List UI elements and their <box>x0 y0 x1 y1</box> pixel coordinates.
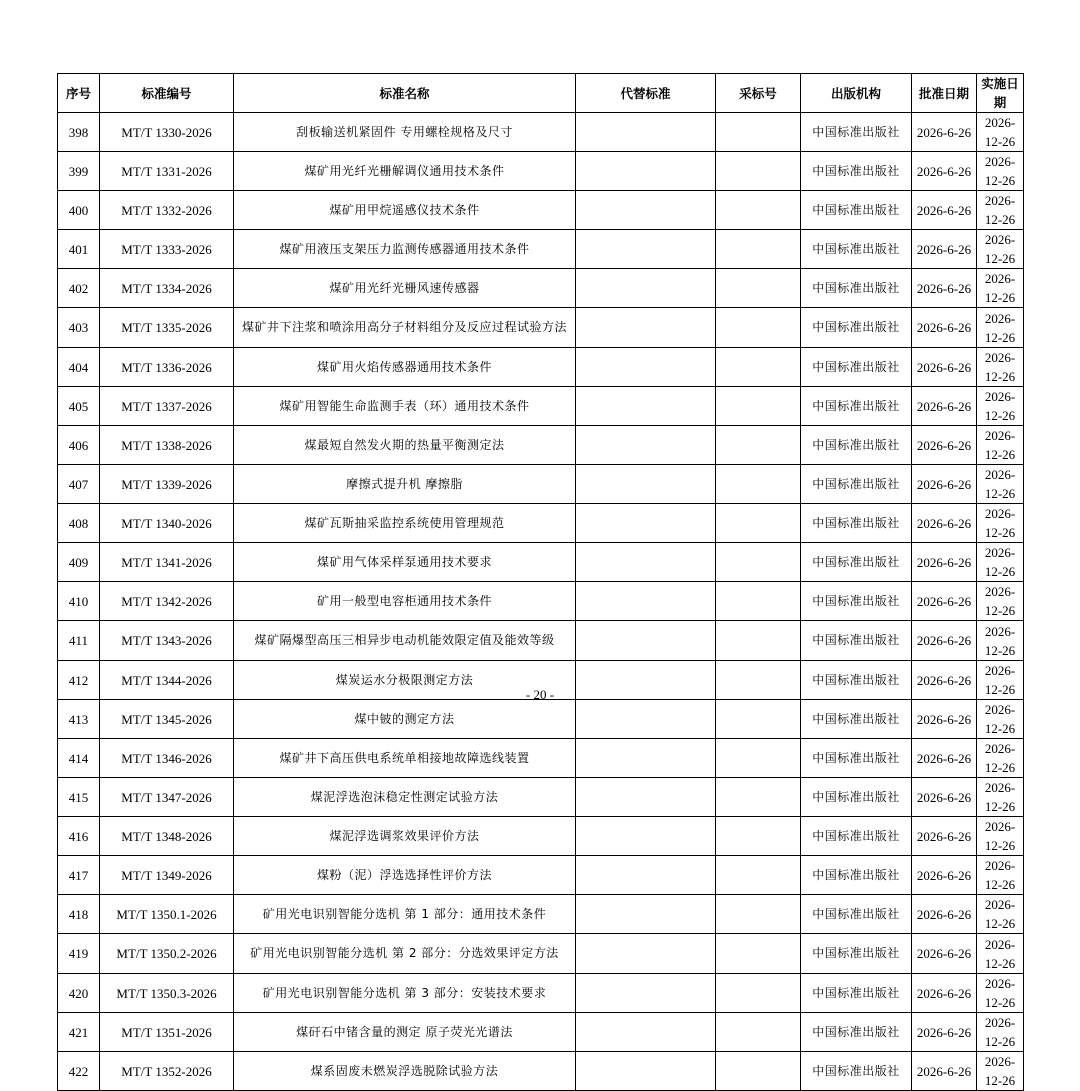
cell-name: 煤矿用甲烷遥感仪技术条件 <box>234 191 576 230</box>
header-implement-date: 实施日期 <box>977 74 1024 113</box>
cell-approve-date: 2026-6-26 <box>912 504 977 543</box>
cell-replace <box>576 778 716 817</box>
cell-adopt <box>716 504 801 543</box>
cell-adopt <box>716 582 801 621</box>
cell-code: MT/T 1351-2026 <box>100 1013 234 1052</box>
cell-approve-date: 2026-6-26 <box>912 230 977 269</box>
cell-implement-date: 2026-12-26 <box>977 543 1024 582</box>
cell-approve-date: 2026-6-26 <box>912 934 977 974</box>
cell-implement-date: 2026-12-26 <box>977 582 1024 621</box>
cell-seq: 417 <box>58 856 100 895</box>
cell-replace <box>576 269 716 308</box>
table-row <box>58 387 1024 426</box>
table-body <box>58 113 1024 1091</box>
cell-adopt <box>716 934 801 974</box>
cell-name: 煤最短自然发火期的热量平衡测定法 <box>234 426 576 465</box>
cell-adopt <box>716 543 801 582</box>
table-row <box>58 974 1024 1013</box>
cell-implement-date: 2026-12-26 <box>977 621 1024 661</box>
cell-adopt <box>716 1052 801 1091</box>
cell-replace <box>576 895 716 934</box>
cell-code: MT/T 1348-2026 <box>100 817 234 856</box>
cell-approve-date: 2026-6-26 <box>912 739 977 778</box>
cell-implement-date: 2026-12-26 <box>977 113 1024 152</box>
cell-publisher: 中国标准出版社 <box>801 152 912 191</box>
table-row <box>58 152 1024 191</box>
cell-publisher: 中国标准出版社 <box>801 739 912 778</box>
cell-name: 煤系固废未燃炭浮选脱除试验方法 <box>234 1052 576 1091</box>
table-row <box>58 465 1024 504</box>
cell-approve-date: 2026-6-26 <box>912 817 977 856</box>
cell-seq: 403 <box>58 308 100 348</box>
cell-code: MT/T 1338-2026 <box>100 426 234 465</box>
cell-seq: 408 <box>58 504 100 543</box>
cell-approve-date: 2026-6-26 <box>912 974 977 1013</box>
cell-name: 煤矸石中锗含量的测定 原子荧光光谱法 <box>234 1013 576 1052</box>
cell-replace <box>576 974 716 1013</box>
table-row <box>58 191 1024 230</box>
cell-approve-date: 2026-6-26 <box>912 1013 977 1052</box>
cell-replace <box>576 230 716 269</box>
cell-adopt <box>716 230 801 269</box>
cell-approve-date: 2026-6-26 <box>912 152 977 191</box>
cell-seq: 421 <box>58 1013 100 1052</box>
header-seq: 序号 <box>58 74 100 113</box>
table-row <box>58 426 1024 465</box>
cell-seq: 419 <box>58 934 100 974</box>
cell-code: MT/T 1335-2026 <box>100 308 234 348</box>
cell-adopt <box>716 348 801 387</box>
cell-name: 煤矿用火焰传感器通用技术条件 <box>234 348 576 387</box>
cell-implement-date: 2026-12-26 <box>977 739 1024 778</box>
cell-name: 矿用光电识别智能分选机 第 2 部分：分选效果评定方法 <box>234 934 576 974</box>
cell-implement-date: 2026-12-26 <box>977 1052 1024 1091</box>
cell-approve-date: 2026-6-26 <box>912 465 977 504</box>
table-row <box>58 1013 1024 1052</box>
cell-seq: 416 <box>58 817 100 856</box>
cell-replace <box>576 308 716 348</box>
cell-replace <box>576 817 716 856</box>
header-code: 标准编号 <box>100 74 234 113</box>
cell-adopt <box>716 778 801 817</box>
cell-name: 煤矿用智能生命监测手表（环）通用技术条件 <box>234 387 576 426</box>
cell-code: MT/T 1334-2026 <box>100 269 234 308</box>
cell-seq: 407 <box>58 465 100 504</box>
cell-adopt <box>716 152 801 191</box>
table-row <box>58 934 1024 974</box>
cell-adopt <box>716 191 801 230</box>
cell-implement-date: 2026-12-26 <box>977 269 1024 308</box>
cell-publisher: 中国标准出版社 <box>801 426 912 465</box>
cell-publisher: 中国标准出版社 <box>801 700 912 739</box>
cell-name: 煤泥浮选泡沫稳定性测定试验方法 <box>234 778 576 817</box>
cell-name: 煤中铍的测定方法 <box>234 700 576 739</box>
cell-seq: 405 <box>58 387 100 426</box>
cell-seq: 412 <box>58 661 100 700</box>
cell-approve-date: 2026-6-26 <box>912 426 977 465</box>
cell-adopt <box>716 113 801 152</box>
cell-replace <box>576 700 716 739</box>
cell-seq: 409 <box>58 543 100 582</box>
cell-replace <box>576 113 716 152</box>
cell-replace <box>576 465 716 504</box>
cell-implement-date: 2026-12-26 <box>977 661 1024 700</box>
cell-name: 煤炭运水分极限测定方法 <box>234 661 576 700</box>
page-number: - 20 - <box>525 687 555 702</box>
cell-approve-date: 2026-6-26 <box>912 348 977 387</box>
cell-approve-date: 2026-6-26 <box>912 191 977 230</box>
cell-code: MT/T 1352-2026 <box>100 1052 234 1091</box>
cell-seq: 418 <box>58 895 100 934</box>
cell-replace <box>576 582 716 621</box>
table-row <box>58 543 1024 582</box>
cell-approve-date: 2026-6-26 <box>912 895 977 934</box>
cell-code: MT/T 1349-2026 <box>100 856 234 895</box>
cell-adopt <box>716 621 801 661</box>
cell-name: 煤矿用气体采样泵通用技术要求 <box>234 543 576 582</box>
cell-implement-date: 2026-12-26 <box>977 191 1024 230</box>
cell-publisher: 中国标准出版社 <box>801 974 912 1013</box>
cell-name: 刮板输送机紧固件 专用螺栓规格及尺寸 <box>234 113 576 152</box>
cell-replace <box>576 504 716 543</box>
table-row <box>58 700 1024 739</box>
cell-publisher: 中国标准出版社 <box>801 504 912 543</box>
cell-implement-date: 2026-12-26 <box>977 817 1024 856</box>
cell-replace <box>576 152 716 191</box>
cell-code: MT/T 1333-2026 <box>100 230 234 269</box>
cell-publisher: 中国标准出版社 <box>801 1052 912 1091</box>
cell-implement-date: 2026-12-26 <box>977 308 1024 348</box>
cell-publisher: 中国标准出版社 <box>801 387 912 426</box>
cell-publisher: 中国标准出版社 <box>801 348 912 387</box>
cell-seq: 422 <box>58 1052 100 1091</box>
cell-approve-date: 2026-6-26 <box>912 1052 977 1091</box>
table-row <box>58 308 1024 348</box>
cell-code: MT/T 1332-2026 <box>100 191 234 230</box>
cell-replace <box>576 191 716 230</box>
cell-code: MT/T 1330-2026 <box>100 113 234 152</box>
cell-approve-date: 2026-6-26 <box>912 582 977 621</box>
cell-code: MT/T 1336-2026 <box>100 348 234 387</box>
cell-seq: 399 <box>58 152 100 191</box>
cell-code: MT/T 1343-2026 <box>100 621 234 661</box>
table-row <box>58 621 1024 661</box>
cell-code: MT/T 1350.1-2026 <box>100 895 234 934</box>
cell-adopt <box>716 1013 801 1052</box>
cell-seq: 404 <box>58 348 100 387</box>
cell-publisher: 中国标准出版社 <box>801 191 912 230</box>
cell-seq: 398 <box>58 113 100 152</box>
cell-approve-date: 2026-6-26 <box>912 543 977 582</box>
cell-publisher: 中国标准出版社 <box>801 230 912 269</box>
cell-name: 煤矿用液压支架压力监测传感器通用技术条件 <box>234 230 576 269</box>
cell-adopt <box>716 269 801 308</box>
cell-seq: 414 <box>58 739 100 778</box>
cell-publisher: 中国标准出版社 <box>801 308 912 348</box>
cell-name: 煤矿井下高压供电系统单相接地故障选线装置 <box>234 739 576 778</box>
cell-implement-date: 2026-12-26 <box>977 856 1024 895</box>
cell-replace <box>576 348 716 387</box>
table-row <box>58 856 1024 895</box>
cell-replace <box>576 1013 716 1052</box>
table-header-row <box>58 74 1024 113</box>
cell-name: 矿用光电识别智能分选机 第 3 部分：安装技术要求 <box>234 974 576 1013</box>
cell-publisher: 中国标准出版社 <box>801 817 912 856</box>
cell-name: 煤粉（泥）浮选选择性评价方法 <box>234 856 576 895</box>
cell-approve-date: 2026-6-26 <box>912 856 977 895</box>
table-row <box>58 504 1024 543</box>
cell-name: 摩擦式提升机 摩擦脂 <box>234 465 576 504</box>
cell-seq: 411 <box>58 621 100 661</box>
header-approve-date: 批准日期 <box>912 74 977 113</box>
cell-publisher: 中国标准出版社 <box>801 661 912 700</box>
cell-publisher: 中国标准出版社 <box>801 543 912 582</box>
cell-code: MT/T 1350.3-2026 <box>100 974 234 1013</box>
cell-seq: 401 <box>58 230 100 269</box>
cell-approve-date: 2026-6-26 <box>912 269 977 308</box>
header-replace: 代替标准 <box>576 74 716 113</box>
table-row <box>58 582 1024 621</box>
table-row <box>58 817 1024 856</box>
cell-implement-date: 2026-12-26 <box>977 230 1024 269</box>
cell-publisher: 中国标准出版社 <box>801 582 912 621</box>
cell-replace <box>576 934 716 974</box>
cell-publisher: 中国标准出版社 <box>801 895 912 934</box>
cell-code: MT/T 1345-2026 <box>100 700 234 739</box>
cell-seq: 410 <box>58 582 100 621</box>
cell-code: MT/T 1341-2026 <box>100 543 234 582</box>
cell-seq: 413 <box>58 700 100 739</box>
cell-adopt <box>716 387 801 426</box>
cell-publisher: 中国标准出版社 <box>801 269 912 308</box>
cell-seq: 402 <box>58 269 100 308</box>
cell-replace <box>576 426 716 465</box>
cell-approve-date: 2026-6-26 <box>912 308 977 348</box>
cell-approve-date: 2026-6-26 <box>912 778 977 817</box>
cell-code: MT/T 1337-2026 <box>100 387 234 426</box>
cell-implement-date: 2026-12-26 <box>977 152 1024 191</box>
cell-publisher: 中国标准出版社 <box>801 621 912 661</box>
cell-approve-date: 2026-6-26 <box>912 387 977 426</box>
cell-replace <box>576 739 716 778</box>
cell-publisher: 中国标准出版社 <box>801 856 912 895</box>
cell-name: 煤矿用光纤光栅风速传感器 <box>234 269 576 308</box>
cell-replace <box>576 1052 716 1091</box>
cell-publisher: 中国标准出版社 <box>801 778 912 817</box>
header-name: 标准名称 <box>234 74 576 113</box>
cell-name: 煤矿井下注浆和喷涂用高分子材料组分及反应过程试验方法 <box>234 308 576 348</box>
cell-replace <box>576 856 716 895</box>
table-row <box>58 113 1024 152</box>
cell-adopt <box>716 895 801 934</box>
cell-name: 矿用光电识别智能分选机 第 1 部分：通用技术条件 <box>234 895 576 934</box>
cell-replace <box>576 387 716 426</box>
cell-name: 煤矿瓦斯抽采监控系统使用管理规范 <box>234 504 576 543</box>
cell-adopt <box>716 426 801 465</box>
cell-implement-date: 2026-12-26 <box>977 426 1024 465</box>
cell-implement-date: 2026-12-26 <box>977 387 1024 426</box>
cell-publisher: 中国标准出版社 <box>801 113 912 152</box>
standards-table <box>57 73 1024 1091</box>
cell-implement-date: 2026-12-26 <box>977 778 1024 817</box>
cell-code: MT/T 1339-2026 <box>100 465 234 504</box>
cell-code: MT/T 1346-2026 <box>100 739 234 778</box>
cell-approve-date: 2026-6-26 <box>912 113 977 152</box>
cell-adopt <box>716 700 801 739</box>
cell-code: MT/T 1331-2026 <box>100 152 234 191</box>
cell-implement-date: 2026-12-26 <box>977 895 1024 934</box>
cell-name: 煤矿隔爆型高压三相异步电动机能效限定值及能效等级 <box>234 621 576 661</box>
cell-publisher: 中国标准出版社 <box>801 934 912 974</box>
cell-seq: 420 <box>58 974 100 1013</box>
table-row <box>58 269 1024 308</box>
table-row <box>58 739 1024 778</box>
cell-adopt <box>716 739 801 778</box>
cell-publisher: 中国标准出版社 <box>801 465 912 504</box>
cell-implement-date: 2026-12-26 <box>977 700 1024 739</box>
cell-implement-date: 2026-12-26 <box>977 348 1024 387</box>
cell-code: MT/T 1347-2026 <box>100 778 234 817</box>
cell-adopt <box>716 974 801 1013</box>
cell-approve-date: 2026-6-26 <box>912 661 977 700</box>
cell-adopt <box>716 817 801 856</box>
cell-code: MT/T 1350.2-2026 <box>100 934 234 974</box>
cell-implement-date: 2026-12-26 <box>977 934 1024 974</box>
header-adopt: 采标号 <box>716 74 801 113</box>
table-row <box>58 895 1024 934</box>
cell-implement-date: 2026-12-26 <box>977 974 1024 1013</box>
cell-implement-date: 2026-12-26 <box>977 1013 1024 1052</box>
cell-replace <box>576 621 716 661</box>
cell-adopt <box>716 465 801 504</box>
cell-approve-date: 2026-6-26 <box>912 700 977 739</box>
header-publisher: 出版机构 <box>801 74 912 113</box>
cell-name: 煤矿用光纤光栅解调仪通用技术条件 <box>234 152 576 191</box>
cell-code: MT/T 1344-2026 <box>100 661 234 700</box>
cell-code: MT/T 1340-2026 <box>100 504 234 543</box>
cell-seq: 400 <box>58 191 100 230</box>
cell-publisher: 中国标准出版社 <box>801 1013 912 1052</box>
cell-replace <box>576 543 716 582</box>
cell-implement-date: 2026-12-26 <box>977 504 1024 543</box>
cell-adopt <box>716 308 801 348</box>
table-row <box>58 778 1024 817</box>
cell-code: MT/T 1342-2026 <box>100 582 234 621</box>
cell-approve-date: 2026-6-26 <box>912 621 977 661</box>
cell-implement-date: 2026-12-26 <box>977 465 1024 504</box>
cell-seq: 406 <box>58 426 100 465</box>
cell-seq: 415 <box>58 778 100 817</box>
table-row <box>58 1052 1024 1091</box>
table-row <box>58 348 1024 387</box>
cell-adopt <box>716 856 801 895</box>
cell-name: 煤泥浮选调浆效果评价方法 <box>234 817 576 856</box>
table-row <box>58 230 1024 269</box>
cell-name: 矿用一般型电容柜通用技术条件 <box>234 582 576 621</box>
